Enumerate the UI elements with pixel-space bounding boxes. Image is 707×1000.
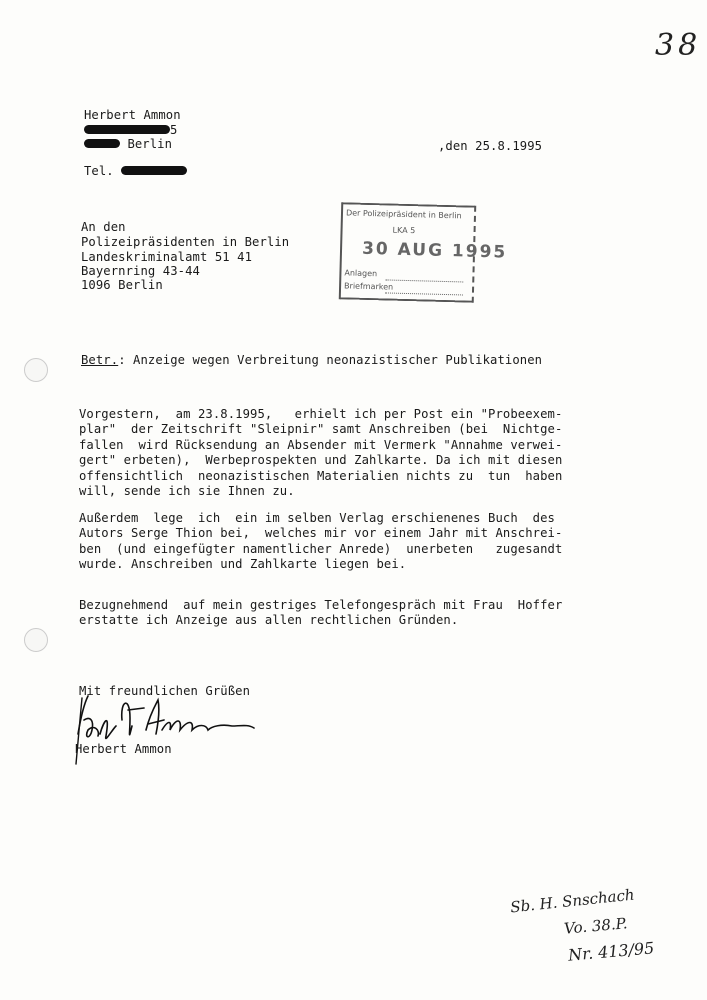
sender-name: Herbert Ammon <box>84 108 181 122</box>
body-paragraph-1: Vorgestern, am 23.8.1995, erhielt ich per Post ein "Probeexem- plar" der Zeitschrift "Sleipnir" samt Anschreiben (bei Nichtge- fallen wird Rücksendung an Absender mit Vermerk "Annahme verwei- gert" erbeten), Werbeprospekten und Zahlkarte. Da ich mit diesen offensichtlich neonazistischen Materialien nichts zu tun haben will, sende ich sie Ihnen zu. <box>79 407 563 499</box>
subject-line <box>81 353 542 368</box>
handwritten-note-line-2: Vo. 38.P. <box>563 914 629 938</box>
recipient-line-5: 1096 Berlin <box>81 278 163 292</box>
sender-city-line <box>84 137 172 152</box>
sender-street <box>84 123 177 138</box>
body-paragraph-2: Außerdem lege ich ein im selben Verlag erschienenes Buch des Autors Serge Thion bei, welches mir vor einem Jahr mit Anschrei- ben (und eingefügter namentlicher Anrede) unerbeten zugesandt wurde. Anschreiben und Zahlkarte liegen bei. <box>79 511 563 572</box>
stamp-label-anlagen: Anlagen <box>344 268 378 279</box>
letter-date: ,den 25.8.1995 <box>438 139 543 153</box>
recipient-line-2: Polizeipräsidenten in Berlin <box>81 235 290 249</box>
stamp-rule-briefmarken <box>385 292 463 295</box>
sender-street-suffix: 5 <box>170 123 178 137</box>
punch-hole-bottom <box>24 628 48 652</box>
stamp-label-briefmarken: Briefmarken <box>343 281 394 292</box>
recipient-line-4: Bayernring 43-44 <box>81 264 200 278</box>
redacted-postcode <box>84 139 120 148</box>
recipient-line-3: Landeskriminalamt 51 41 <box>81 250 253 264</box>
stamp-date: 30 AUG 1995 <box>361 238 508 263</box>
handwritten-note-line-3: Nr. 413/95 <box>567 938 656 965</box>
stamp-department: LKA 5 <box>392 225 416 236</box>
page-number-annotation: 38 <box>655 28 702 63</box>
sender-city: Berlin <box>127 137 173 151</box>
closing-name: Herbert Ammon <box>75 742 172 756</box>
stamp-authority: Der Polizeipräsident in Berlin <box>345 208 462 221</box>
subject-label: Betr. <box>81 353 119 367</box>
closing-greeting: Mit freundlichen Grüßen <box>79 684 251 698</box>
body-paragraph-3: Bezugnehmend auf mein gestriges Telefongespräch mit Frau Hoffer erstatte ich Anzeige aus allen rechtlichen Gründen. <box>79 598 563 628</box>
handwritten-note-line-1: Sb. H. Snschach <box>509 885 636 917</box>
redacted-phone <box>121 166 187 175</box>
redacted-street <box>84 125 170 134</box>
handwritten-signature <box>72 690 262 770</box>
sender-tel-line <box>84 164 187 179</box>
sender-tel-label: Tel. <box>84 164 114 178</box>
recipient-line-1: An den <box>81 220 126 234</box>
stamp-rule-anlagen <box>385 279 463 282</box>
received-stamp <box>339 202 508 303</box>
subject-text: : Anzeige wegen Verbreitung neonazistischer Publikationen <box>118 353 543 367</box>
punch-hole-top <box>24 358 48 382</box>
